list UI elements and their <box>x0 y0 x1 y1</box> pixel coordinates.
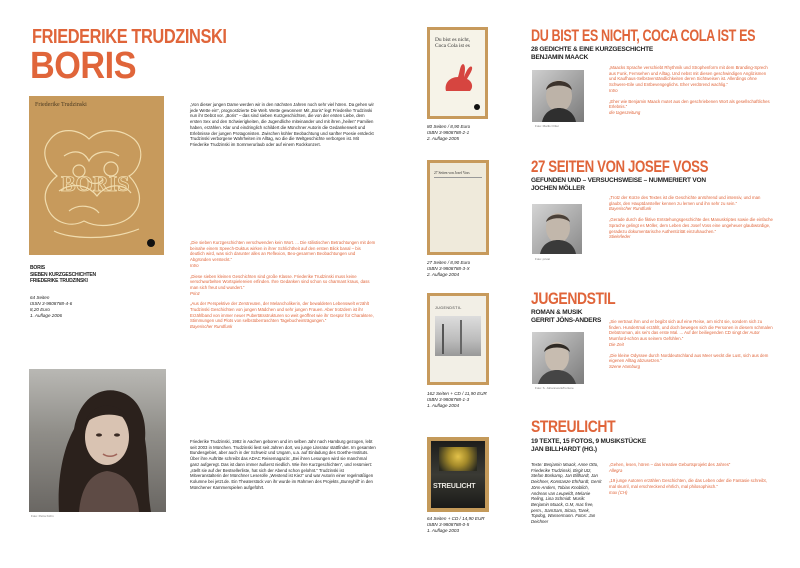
quote-text: „Gehen, lesen, hören – das kreative Geburtsprojekt des Jahres“ <box>609 462 731 467</box>
quote-text: „Eher wie Benjamin Maack mutet aus den geschriebenen Wort als gesellschaftliches Erlebnis.“ <box>609 98 770 110</box>
cover-photo-figure <box>442 324 444 354</box>
portrait-illustration <box>29 369 166 512</box>
portrait-illustration <box>532 70 584 122</box>
quote-source: die tageszeitung <box>609 109 641 115</box>
photo-caption: Foto: privat <box>535 257 551 261</box>
meta-pages: 64 Seiten <box>30 295 50 300</box>
section-sub1: ROMAN & MUSIK <box>531 309 583 316</box>
quote-block <box>190 301 376 330</box>
author-photo-joens-anders <box>532 332 584 384</box>
section-author: JOCHEN MÖLLER <box>531 185 585 192</box>
quote-text: „Trotz der Kürze des Textes ist die Geschichte anrührend und intensiv, und man glaubt, den Hauptdarsteller kennen zu lernen und ihn sehr zu sein.“ <box>609 195 761 206</box>
intro-paragraph: „Von dieser jungen Dame werden wir in den nächsten Jahren noch sehr viel hören. Da gehen wir jede Wette ein“, prognostizierte Die Welt. Wette gewonnen! Mit „Boris“ legt Friederike Trudzinski nun ihr Debüt vor. „Boris“ – das sind sieben Kurzgeschichten, die von der ersten Liebe, dem ersten Sex und den Schwierigkeiten, die Jugendliche miteinander und mit ihren „heilen“ Familien haben, erzählen. Klar und eindringlich schildert die Münchner Autorin die Gedankenwelt und Erlebnisse der jungen Protagonisten. Zwischen kühler Beobachtung und sanfter Poesie entdeckt Trudzinski verborgene Wahrheiten im Alltag, wo die die Weltgeschichte verborgen ist. Mit Friederike Trudzinski im Sommerurlaub oder auf einem Rockkonzert. <box>190 102 374 147</box>
quote-text: „Gerade durch die fiktive Entstehungsgeschichte des Manuskriptes sowie die einfache Sprache gelingt es Möller, dem Leben des Josef Voss eine ungeheuer glaubwürdige, geradezu dokumentarische Authentizität einzuhauchen.“ <box>609 217 773 234</box>
boris-book-cover <box>29 96 164 255</box>
quote-block <box>609 462 774 473</box>
quote-source: max (CH) <box>609 489 628 495</box>
cover-inner <box>430 296 486 382</box>
meta-line: 2. Auflage 2004 <box>427 272 460 277</box>
boris-quotes <box>190 240 376 330</box>
section-author: GERRIT JÖNS-ANDERS <box>531 317 602 324</box>
cover-title-text: BORIS <box>61 171 130 196</box>
cover-light <box>439 447 477 471</box>
quote-source: Prinz <box>190 290 200 296</box>
cover-title: JUGENDSTIL <box>435 306 462 310</box>
section-quotes <box>609 195 774 240</box>
quote-source: Intro <box>609 87 618 93</box>
meta-issn: ISSN 3-9808788-4-6 <box>30 301 73 306</box>
portrait-illustration <box>532 332 584 384</box>
author-photo-trudzinski <box>29 369 166 512</box>
book-title-heading: BORIS <box>30 45 137 87</box>
section-title-josef-voss: 27 SEITEN VON JOSEF VOSS <box>531 157 709 176</box>
section-title-jugendstil: JUGENDSTIL <box>531 289 616 308</box>
section-sub1: 19 TEXTE, 15 FOTOS, 9 MUSIKSTÜCKE <box>531 438 647 445</box>
meta-price: 8,20 Euro <box>30 307 50 312</box>
quote-text: „Diese sieben kleinen Geschichten sind große Klasse. Friederike Trudzinski muss keine verschwurbelten Wortspielereien erfinden. Ihre Gedanken sind schon so charmant kraus, dass man sich freut und wundert.“ <box>190 273 370 290</box>
quote-source: Allegra <box>609 467 623 473</box>
quote-text: „19 junge Autoren erzählen Geschichten, die das Leben oder die Fantasie schreibt, mal skurril, mal erschreckend ehrlich, mal philosophisch.“ <box>609 478 767 490</box>
cover-title: 27 Seiten von Josef Voss <box>434 171 470 175</box>
meta-line: 2. Auflage 2005 <box>427 136 460 141</box>
josef-voss-book-cover <box>427 160 489 255</box>
cover-inner <box>430 30 485 116</box>
quote-block <box>190 274 376 297</box>
meta-line: 64 Seiten + CD / 14,90 EUR <box>427 516 485 521</box>
quote-text: „Die sieben Kurzgeschichten verschwenden kein Wort. ... Die stilistischen Betrachtungen mit dem beinahe einem Speech-Duktus wirken in ihrer Schlichtheit auf den ersten Blick banal – bis deutlich wird, was sich darunter alles an Reflexion, Beo-gesarmen Beobachtungen und Abgründen versteckt.“ <box>190 240 376 263</box>
section-sub1: GEFUNDEN UND – VERSUCHSWEISE – NUMMERIERT VON <box>531 177 706 184</box>
cover-inner <box>431 441 485 508</box>
author-photo-maack <box>532 70 584 122</box>
cover-rule <box>434 177 482 178</box>
cover-author: Friederike Trudzinski <box>35 102 87 108</box>
quote-text: „Maacks Sprache verschiebt Rhythmik und Strophenform mit dem Branding-Sprech aus Funk, Fernsehen und Alltag. Und nebst mit diesen geschwindigen Anglizismen und Kaufhaus-Selbstverständlichkeiten deren Sichtweisen ist. Allerdings ohne Schwere-Eile und Entbevengeglichs. Eher verdörend wachlig.“ <box>609 65 768 88</box>
meta-line: 1. Auflage 2004 <box>427 403 460 408</box>
quote-text: „Die kleine Odyssee durch Norddeutschland aus Meer weckt die Lust, sich aus dem eigenen Alltag abzusetzen.“ <box>609 352 769 364</box>
quote-block <box>609 478 774 495</box>
author-bio-paragraph: Friederike Trudzinski, 1982 in Aachen geboren und im selben Jahr nach Hamburg gezogen, lebt seit 2003 in München. Trudzinski liest seit Jahren dort, wo junge Literatur stattfindet. Im gesamten Bundesgebiet, aber auch in der Schweiz und Ungarn, u.a. auf Einladung des Goethe-Instituts. Über ihre Auftritte schreibt das ADAC Reisemagazin: „Bei ihren Lesungen wird sie manchmal ganz aufgeregt. Das ist dann immer äußerst niedlich. Wie ihre Kurzgeschichten“, und resümiert: „stellt sie auf der Bestsellerliste, hat sich der Abend schon gelohnt.“ Trudzinski ist Mitveranstalterin der Münchner Leserolle „Westend ist Kiez“ und war Autorin einer regelmäßigen Kolumne bei jetzt.de. Ein Theaterstück von ihr wurde im Rahmen des Projekts „Bunnyhill“ in den Münchener Kammerspielen aufgeführt. <box>190 439 376 490</box>
meta-line: 80 Seiten / 8,90 Euro <box>427 124 471 129</box>
meta-line: 27 Seiten / 8,90 Euro <box>427 260 471 265</box>
quote-block <box>609 99 774 116</box>
quote-source: Bayerischer Rundfunk <box>190 324 233 330</box>
josef-voss-meta <box>427 260 470 278</box>
coca-cola-meta <box>427 124 470 142</box>
meta-line: ISBN 3-9808788-0-5 <box>427 522 470 527</box>
streulicht-credits: Texte: Benjamin Maack, Anne Otto, Friederike Trudzinski, Birgit Utz, Stefan Boskamp, Jan Billhardt, Jan Deichner, Konstanze Ehrhardt, Gerrit Jöns-Anders, Tobias Knoblich, Andreas van Leupeldt, Melanie Reling, Lina Schmidt. Musik: Benjamin Maack, G.M, mac free, perm., SamSam, Sitara, Tarek, Topdog, Wassermann. Fotos: Jan Deichner <box>531 462 602 525</box>
meta-edition: 1. Auflage 2006 <box>30 313 63 318</box>
author-photo-caption: Foto: Petra Kühn <box>31 514 54 518</box>
quote-block <box>609 217 774 240</box>
quote-block <box>190 240 376 269</box>
meta-line: ISBN 3-9808788-1-3 <box>427 397 470 402</box>
quote-text: „Sie vertraut ihm und er begibt sich auf eine Reise, am nicht sie, sondern sich zu finden. Hundertmal erzählt, und doch bewegen sich die Personen in diesem schmalen Debütroman, als sei's das erste Mal. ... Auf der beiliegenden CD singt der Autor Mumford-schön aus seinem Gefühlen.“ <box>609 319 773 342</box>
quote-source: Intro <box>190 262 199 268</box>
author-photo-moeller <box>532 204 582 254</box>
meta-line: 1. Auflage 2003 <box>427 528 460 533</box>
streulicht-cd-cover <box>427 437 489 512</box>
section-author: BENJAMIN MAACK <box>531 54 589 61</box>
jugendstil-meta <box>427 391 487 409</box>
quote-source: Die Zeit <box>609 341 624 347</box>
boris-book-meta <box>30 295 72 319</box>
quote-source: Szene Hamburg <box>609 363 641 369</box>
section-quotes <box>609 462 774 496</box>
cover-inner <box>430 163 486 252</box>
cover-title: STREULICHT <box>433 483 476 490</box>
author-heading: FRIEDERIKE TRUDZINSKI <box>32 26 227 48</box>
meta-line: ISBN 3-9808788-2-1 <box>427 130 470 135</box>
section-quotes <box>609 65 774 116</box>
section-title-streulicht: STREULICHT <box>531 417 616 436</box>
photo-caption: Foto: Marlis Ortler <box>535 124 560 128</box>
cover-photo-figure <box>460 320 462 354</box>
streulicht-meta <box>427 516 485 534</box>
meta-line: 162 Seiten + CD / 11,90 EUR <box>427 391 487 396</box>
quote-source: Bayerischer Rundfunk <box>609 206 652 212</box>
photo-caption: Foto: S. Johannwerk/Fortune <box>535 386 574 390</box>
cover-title: Du bist es nicht, Coca Cola ist es <box>435 37 471 49</box>
jugendstil-book-cover <box>427 293 489 385</box>
rabbit-icon <box>440 63 476 95</box>
section-title-coca-cola: DU BIST ES NICHT, COCA COLA IST ES <box>531 26 756 45</box>
boris-cover-illustration <box>39 121 154 246</box>
boris-book-label <box>30 265 165 285</box>
section-sub1: 28 GEDICHTE & EINE KURZGESCHICHTE <box>531 46 653 53</box>
quote-block <box>609 195 774 212</box>
publisher-logo-dot <box>147 239 155 247</box>
quote-block <box>609 353 774 370</box>
portrait-illustration <box>532 204 582 254</box>
coca-cola-book-cover <box>427 27 488 119</box>
boris-label-sub1: SIEBEN KURZGESCHICHTEN <box>30 271 96 278</box>
boris-label-sub2: FRIEDERIKE TRUDZINSKI <box>30 278 88 284</box>
quote-source: Stiele/leder <box>609 234 631 240</box>
publisher-logo-dot <box>474 104 480 110</box>
boris-label-title: BORIS <box>30 265 45 271</box>
section-author: JAN BILLHARDT (HG.) <box>531 446 597 453</box>
section-quotes <box>609 319 774 370</box>
quote-block <box>609 65 774 94</box>
meta-line: ISBN 3-9808788-3-X <box>427 266 470 271</box>
quote-text: „Aus der Perspektive der Zerstreuten, der Melancholikerin, der bewaldeten Lebenswelt erzählt Trudzinski Geschichten von jungen Mädchen und sehr jungen Frauen. Aber trotzdem ist ihr Erzählband von immer neuer Pubertätsstrukturen so weit geöffnet wie ihr Gespür für Charaktere, Stimmungen und Plots von selbstüberraschten Tagebucheinträgungen.“ <box>190 301 374 324</box>
quote-block <box>609 319 774 348</box>
